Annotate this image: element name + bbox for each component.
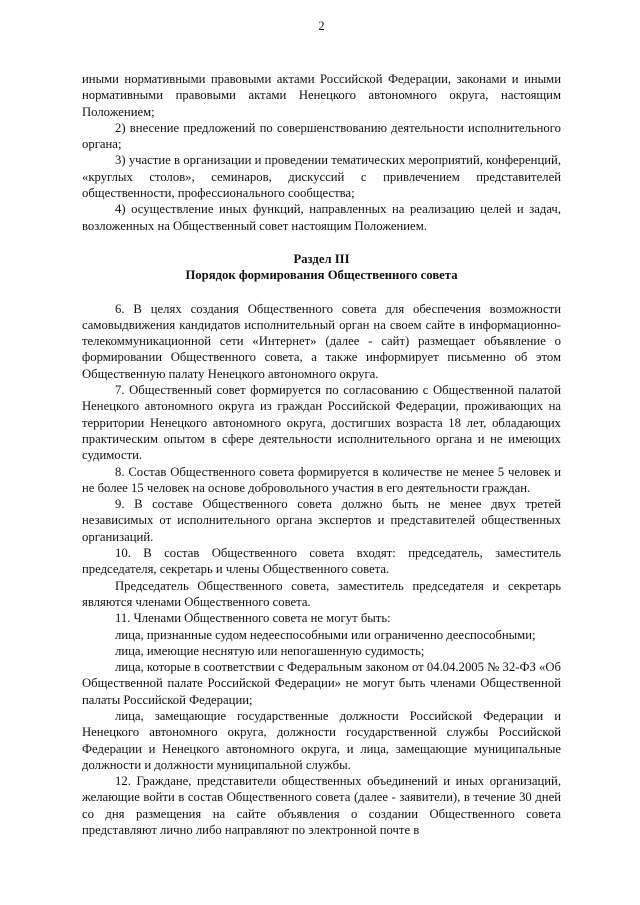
paragraph-6: 6. В целях создания Общественного совета для обеспечения возможности самовыдвижения кандидатов исполнительный орган на своем сайте в информационно-телекоммуникационной сети «Интернет» (далее - сайт) размещает объявление о формировании Общественного совета, а также информирует письменно об этом Общественную палату Ненецкого автономного округа.	[82, 301, 561, 381]
paragraph-11-item-2: лица, имеющие неснятую или непогашенную судимость;	[115, 643, 425, 658]
section-title: Порядок формирования Общественного совета	[185, 268, 458, 283]
intro-item-4: 4) осуществление иных функций, направленных на реализацию целей и задач, возложенных на Общественный совет настоящим Положением.	[82, 202, 561, 233]
intro-item-3: 3) участие в организации и проведении тематических мероприятий, конференций, «круглых столов», семинаров, дискуссий с привлечением представителей общественности, профессионального сообщества;	[82, 153, 561, 201]
paragraph-11-item-3: лица, которые в соответствии с Федеральным законом от 04.04.2005 № 32-ФЗ «Об Общественной палате Российской Федерации» не могут быть членами Общественной палаты Российской Федерации;	[82, 660, 561, 707]
paragraph-11-item-1: лица, признанные судом недееспособными или ограниченно дееспособными;	[115, 627, 536, 642]
paragraph-12: 12. Граждане, представители общественных объединений и иных организаций, желающие войти в состав Общественного совета (далее - заявители), в течение 30 дней со дня размещения на сайте объявления о создании Общественного совета представляют лично либо направляют по электронной почте в	[82, 774, 561, 838]
paragraph-7: 7. Общественный совет формируется по согласованию с Общественной палатой Ненецкого автономного округа из граждан Российской Федерации, проживающих на территории Ненецкого автономного округа, достигших возраста 18 лет, обладающих практическим опытом в сфере деятельности исполнительного органа и не имеющих судимости.	[82, 383, 561, 463]
intro-continuation: иными нормативными правовыми актами Российской Федерации, законами и иными нормативными правовыми актами Ненецкого автономного округа, настоящим Положением;	[82, 72, 561, 119]
paragraph-11-item-4: лица, замещающие государственные должности Российской Федерации и Ненецкого автономного округа, должности государственной службы Российской Федерации и Ненецкого автономного округа, и лица, замещающие муниципальные должности и должности муниципальной службы.	[82, 708, 561, 772]
document-body	[82, 71, 561, 838]
intro-item-2: 2) внесение предложений по совершенствованию деятельности исполнительного органа;	[82, 120, 561, 152]
paragraph-10: 10. В состав Общественного совета входят: председатель, заместитель председателя, секретарь и члены Общественного совета.	[82, 546, 561, 577]
page-number: 2	[318, 19, 325, 33]
paragraph-10-continued: Председатель Общественного совета, заместитель председателя и секретарь являются членами Общественного совета.	[82, 578, 561, 609]
section-number: Раздел III	[293, 251, 350, 266]
section-heading	[82, 251, 561, 284]
paragraph-11: 11. Членами Общественного совета не могут быть:	[115, 611, 391, 626]
paragraph-8: 8. Состав Общественного совета формируется в количестве не менее 5 человек и не более 15 человек на основе добровольного участия в его деятельности граждан.	[82, 464, 561, 495]
paragraph-9: 9. В составе Общественного совета должно быть не менее двух третей независимых от исполнительного органа экспертов и представителей общественных организаций.	[82, 497, 561, 544]
